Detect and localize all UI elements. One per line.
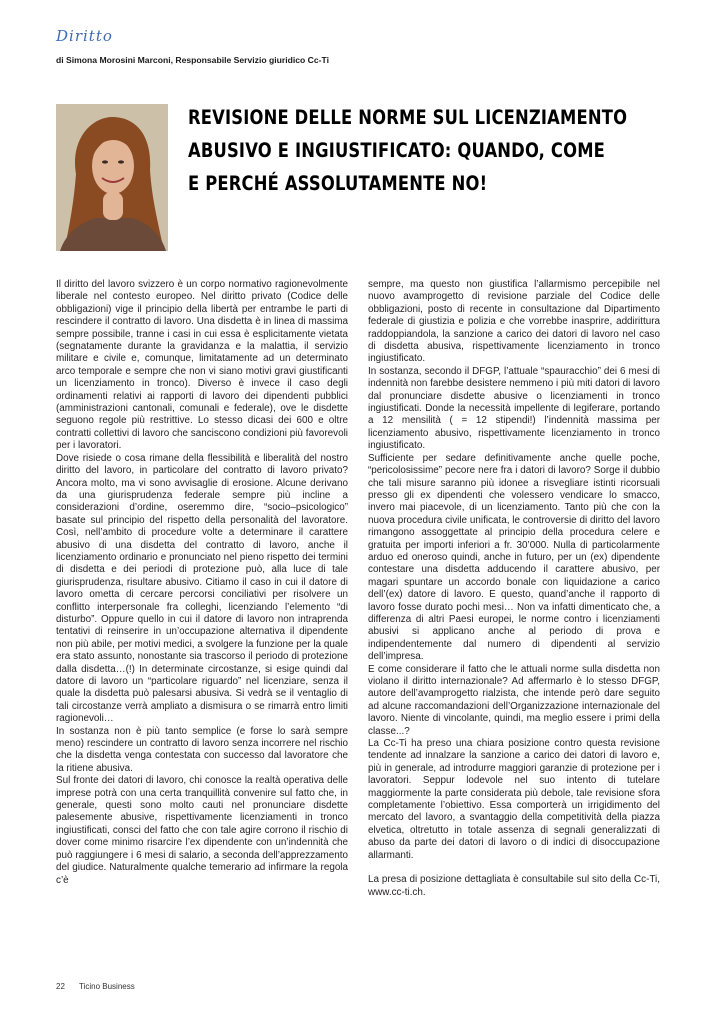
- page-number: 22: [56, 982, 65, 991]
- section-label: Diritto: [56, 27, 113, 45]
- closing-note: La presa di posizione dettagliata è consultabile sul sito della Cc-Ti, www.cc-ti.ch.: [368, 874, 660, 898]
- author-photo: [56, 104, 168, 251]
- headline-line: ABUSIVO E INGIUSTIFICATO: QUANDO, COME: [188, 139, 606, 162]
- paragraph: La Cc-Ti ha preso una chiara posizione contro questa revisione tendente ad innalzare la sanzione a carico dei datori di lavoro e, più in generale, ad introdurre maggiori garanzie di protezione per i lavoratori. Seppur lodevole nel suo intento di tutelare maggiormente la parte considerata più debole, tale revisione sfora completamente l’obiettivo. Essa comporterà un irrigidimento del mercato del lavoro, a svantaggio della competitività della piazza elvetica, oltretutto in totale assenza di segnali generalizzati di abuso da parte dei datori di lavoro o di indici di disoccupazione allarmanti.: [368, 738, 660, 861]
- article-column-left: [56, 279, 348, 887]
- paragraph: Sufficiente per sedare definitivamente anche quelle poche, “pericolosissime” pecore nere fra i datori di lavoro? Sorge il dubbio che tali misure saranno più idonee a risvegliare istinti ricorsuali presso gli ex dipendenti che volessero vendicare lo smacco, invero mai piacevole, di un licenziamento. Tanto più che con la nuova procedura civile unificata, le controversie di diritto del lavoro rimangono assoggettate al principio della procedura celere e gratuita per importi inferiori a fr. 30’000. Nulla di particolarmente arduo ed oneroso quindi, anche in futuro, per un (ex) dipendente contestare una disdetta adducendo il carattere abusivo, per magari spuntare un accordo bonale con liquidazione a carico dell’(ex) datore di lavoro. E questo, quand’anche il rapporto di lavoro fosse durato pochi mesi… Non va infatti dimenticato che, a differenza di altri Paesi europei, le norme contro i licenziamenti abusivi si applicano anche al periodo di prova e indipendentemente dal numero di dipendenti al servizio dell’impresa.: [368, 452, 660, 663]
- paragraph: Il diritto del lavoro svizzero è un corpo normativo ragionevolmente liberale nel contesto europeo. Nel diritto privato (Codice delle obbligazioni) vige il principio della libertà per entrambe le parti di rescindere il contratto di lavoro. Una disdetta è in linea di massima sempre possibile, tranne i casi in cui essa è esplicitamente vietata (segnatamente durante la gravidanza e la malattia, il servizio militare e civile e, comunque, limitatamente ad un determinato arco temporale e sempre che non vi siano motivi gravi giustificanti un licenziamento in tronco). Diverso è invece il caso degli ordinamenti relativi ai rapporti di lavoro dei dipendenti pubblici (amministrazioni cantonali, comunali e federale), ove le disdette seguono regole più restrittive. Lo stesso dicasi dei 600 e oltre contratti collettivi di lavoro che sanciscono condizioni più favorevoli per i lavoratori.: [56, 279, 348, 452]
- author-byline: di Simona Morosini Marconi, Responsabile Servizio giuridico Cc-Ti: [56, 55, 329, 65]
- paragraph: Dove risiede o cosa rimane della flessibilità e liberalità del nostro diritto del lavoro, in particolare del contratto di lavoro privato? Ancora molto, ma vi sono avvisaglie di erosione. Alcune derivano da una giurisprudenza federale sempre più incline a considerazioni d’ordine, oseremmo dire, “socio–psicologico” basate sul principio del rispetto della personalità del lavoratore. Così, nell’ambito di procedure volte a determinare il carattere abusivo di una disdetta del contratto di lavoro, anche il licenziamento ordinario e pronunciato nel pieno rispetto dei termini di disdetta e dei periodi di protezione può, alla luce di tale giurisprudenza, risultare abusivo. Citiamo il caso in cui il datore di lavoro ometta di cercare percorsi conciliativi per risolvere un conflitto interpersonale fra colleghi, licenziando l’elemento “di disturbo”. Oppure quello in cui il datore di lavoro non intraprenda tentativi di reinserire in un’occupazione alternativa il dipendente non più abile, per motivi medici, a svolgere la funzione per la quale era stato assunto, nonostante sia trascorso il periodo di protezione dalla disdetta…(!) In determinate circostanze, si esige quindi dal datore di lavoro un “particolare riguardo” nel licenziare, senza il quale la disdetta può palesarsi abusiva. Si vedrà se il ventaglio di tali circostanze verrà ampliato a dismisura o se rimarrà entro limiti ragionevoli…: [56, 452, 348, 725]
- page-footer: [56, 982, 135, 991]
- paragraph: In sostanza, secondo il DFGP, l’attuale “spauracchio” dei 6 mesi di indennità non farebbe desistere nemmeno i più miti datori di lavoro dal pronunciare disdette abusive o licenziamenti in tronco ingiustificati. Donde la necessità impellente di legiferare, portando a 12 mensilità ( = 12 stipendi!) l’indennità massima per licenziamento abusivo, rispettivamente licenziamento in tronco ingiustificato.: [368, 365, 660, 452]
- article-headline: [188, 101, 628, 200]
- paragraph: In sostanza non è più tanto semplice (e forse lo sarà sempre meno) rescindere un contratto di lavoro senza incorrere nel rischio che la disdetta venga contestata con successo dal lavoratore che la ritiene abusiva.: [56, 725, 348, 774]
- headline-line: REVISIONE DELLE NORME SUL LICENZIAMENTO: [188, 106, 628, 129]
- paragraph: E come considerare il fatto che le attuali norme sulla disdetta non violano il diritto internazionale? Ad affermarlo è lo stesso DFGP, autore dell’avamprogetto rialzista, che intende però dare seguito ad alcune raccomandazioni dell’Organizzazione internazionale del lavoro. Niente di vincolante, quindi, ma meglio essere i primi della classe...?: [368, 663, 660, 737]
- paragraph: Sul fronte dei datori di lavoro, chi conosce la realtà operativa delle imprese potrà con una certa tranquillità convenire sul fatto che, in generale, questi sono molto cauti nel pronunciare disdette palesemente abusive, rispettivamente licenziamenti in tronco ingiustificati, consci del fatto che con tale agire corrono il rischio di dover come minimo risarcire l’ex dipendente con un’indennità che può raggiungere i 6 mesi di salario, a seconda dell’apprezzamento del giudice. Naturalmente qualche temerario ad infirmare la regola c’è: [56, 775, 348, 886]
- headline-line: E PERCHÉ ASSOLUTAMENTE NO!: [188, 172, 488, 195]
- paragraph: sempre, ma questo non giustifica l’allarmismo percepibile nel nuovo avamprogetto di revisione parziale del Codice delle obbligazioni, posto di recente in consultazione dal Dipartimento federale di giustizia e polizia e che vorrebbe inasprire, addirittura raddoppiandola, la sanzione a carico dei datori di lavoro nel caso di disdetta abusiva, rispettivamente licenziamento in tronco ingiustificato.: [368, 279, 660, 365]
- article-column-right: [368, 279, 660, 899]
- author-portrait-icon: [56, 104, 168, 251]
- publication-name: Ticino Business: [78, 982, 135, 991]
